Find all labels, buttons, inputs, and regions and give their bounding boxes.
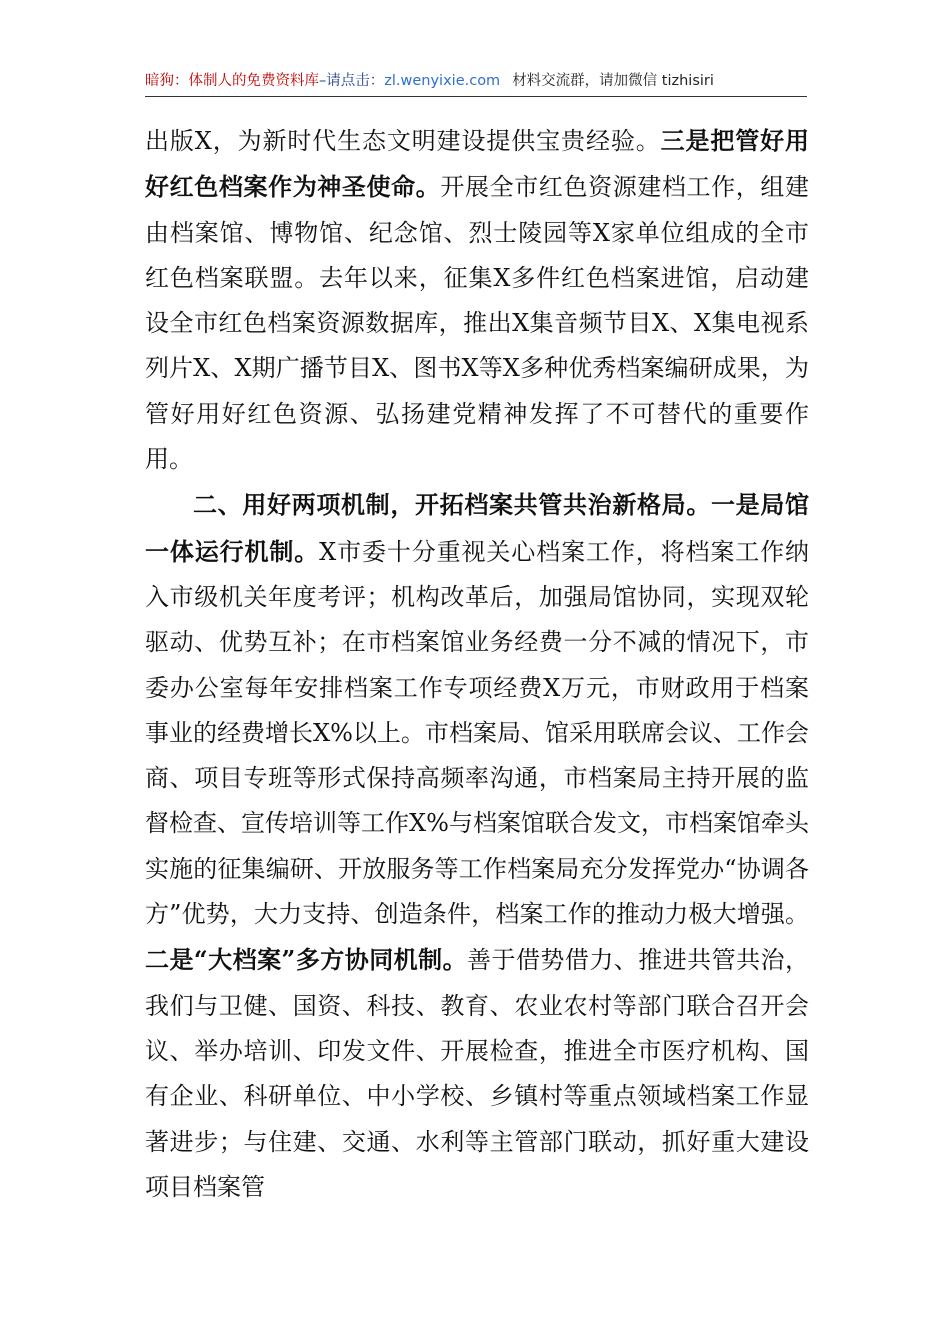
header-brand: 暗狗：体制人的免费资料库 [145, 73, 319, 89]
paragraph-2-heading-two: 二是“大档案”多方协同机制。 [145, 945, 468, 975]
document-body [145, 118, 809, 1210]
section-two-heading: 二、用好两项机制，开拓档案共管共治新格局。一是局馆一体运行机制。 [145, 490, 809, 566]
paragraph-2-sentence-4: 善于借势借力、推进共管共治，我们与卫健、国资、科技、教育、农业农村等部门联合召开会议、举办培训、印发文件、开展检查，推进全市医疗机构、国有企业、科研单位、中小学校、乡镇村等重点领域档案工作显著进步；与住建、交通、水利等主管部门联动，抓好重大建设项目档案管 [145, 946, 810, 1201]
header-link[interactable]: zl.wenyixie.com [384, 73, 501, 89]
paragraph-2 [145, 482, 809, 1210]
page-header [145, 70, 807, 97]
paragraph-1-sentence-1: 出版X，为新时代生态文明建设提供宝贵经验。 [145, 127, 661, 155]
paragraph-1 [145, 118, 809, 482]
header-link-prefix: –请点击： [319, 73, 385, 89]
paragraph-2-sentence-2: X市委十分重视关心档案工作，将档案工作纳入市级机关年度考评；机构改革后，加强局馆协同，实现双轮驱动、优势互补；在市档案馆业务经费一分不减的情况下，市委办公室每年安排档案工作专项经费X万元，市财政用于档案事业的经费增长X%以上。市档案局、馆采用联席会议、工作会商、项目专班等形式保持高频率沟通，市档案局主持开展的监督检查、宣传培训等工作X%与档案馆联合发文，市档案馆牵头实施的征集编研、开放服务等工作档案局充分发挥党办“协调各方”优势，大力支持、创造条件，档案工作的推动力极大增强。 [145, 537, 809, 929]
paragraph-1-sentence-3: 开展全市红色资源建档工作，组建由档案馆、博物馆、纪念馆、烈士陵园等X家单位组成的全市红色档案联盟。去年以来，征集X多件红色档案进馆，启动建设全市红色档案资源数据库，推出X集音频节目X、X集电视系列片X、X期广播节目X、图书X等X多种优秀档案编研成果，为管好用好红色资源、弘扬建党精神发挥了不可替代的重要作用。 [145, 173, 810, 474]
paragraph-1-heading-three: 三是把管好用好红色档案作为神圣使命。 [145, 126, 809, 202]
header-contact: 材料交流群，请加微信 tizhisiri [512, 73, 714, 89]
